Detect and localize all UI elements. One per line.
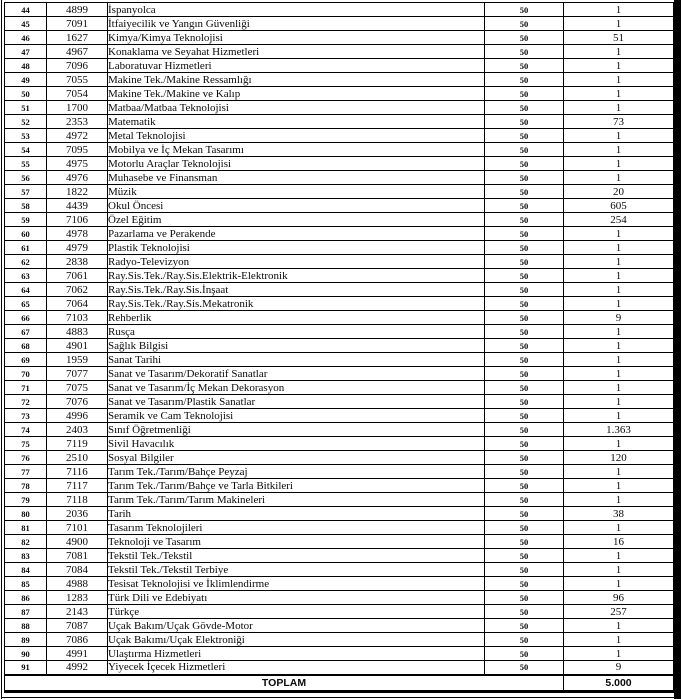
next-row-partial-border [1, 697, 674, 698]
row-number-cell: 53 [5, 129, 47, 143]
quota-cell: 50 [485, 465, 564, 479]
branch-name-cell: Tasarım Teknolojileri [108, 521, 485, 535]
table-row [5, 521, 674, 535]
branch-name-cell: Makine Tek./Makine Ressamlığı [108, 73, 485, 87]
branch-code-cell: 7091 [47, 17, 108, 31]
branch-code-cell: 2353 [47, 115, 108, 129]
branch-code-cell: 4967 [47, 45, 108, 59]
count-cell: 73 [564, 115, 674, 129]
branch-code-cell: 7087 [47, 619, 108, 633]
quota-cell: 50 [485, 381, 564, 395]
table-row [5, 661, 674, 675]
count-cell: 1 [564, 479, 674, 493]
branch-code-cell: 2510 [47, 451, 108, 465]
branch-code-cell: 4976 [47, 171, 108, 185]
row-number-cell: 51 [5, 101, 47, 115]
row-number-cell: 66 [5, 311, 47, 325]
branch-name-cell: Sanat ve Tasarım/Dekoratif Sanatlar [108, 367, 485, 381]
branch-code-cell: 2838 [47, 255, 108, 269]
quota-cell: 50 [485, 633, 564, 647]
table-row [5, 339, 674, 353]
branch-code-cell: 7119 [47, 437, 108, 451]
branch-code-cell: 7064 [47, 297, 108, 311]
branch-code-cell: 7054 [47, 87, 108, 101]
row-number-cell: 47 [5, 45, 47, 59]
table-row [5, 633, 674, 647]
row-number-cell: 62 [5, 255, 47, 269]
table-row [5, 143, 674, 157]
row-number-cell: 89 [5, 633, 47, 647]
count-cell: 1 [564, 563, 674, 577]
table-row [5, 73, 674, 87]
row-number-cell: 50 [5, 87, 47, 101]
branch-name-cell: Sosyal Bilgiler [108, 451, 485, 465]
branch-name-cell: Okul Öncesi [108, 199, 485, 213]
row-number-cell: 90 [5, 647, 47, 661]
row-number-cell: 74 [5, 423, 47, 437]
quota-cell: 50 [485, 619, 564, 633]
table-row [5, 381, 674, 395]
row-number-cell: 57 [5, 185, 47, 199]
count-cell: 1 [564, 143, 674, 157]
count-cell: 1 [564, 381, 674, 395]
table-row [5, 283, 674, 297]
quota-cell: 50 [485, 647, 564, 661]
branch-code-cell: 1283 [47, 591, 108, 605]
branch-name-cell: Türkçe [108, 605, 485, 619]
quota-cell: 50 [485, 353, 564, 367]
table-row [5, 297, 674, 311]
quota-cell: 50 [485, 521, 564, 535]
quota-cell: 50 [485, 45, 564, 59]
table-row [5, 269, 674, 283]
quota-cell: 50 [485, 143, 564, 157]
count-cell: 1 [564, 549, 674, 563]
branch-name-cell: Rusça [108, 325, 485, 339]
table-row [5, 227, 674, 241]
quota-cell: 50 [485, 591, 564, 605]
row-number-cell: 73 [5, 409, 47, 423]
quota-cell: 50 [485, 283, 564, 297]
row-number-cell: 46 [5, 31, 47, 45]
table-row [5, 101, 674, 115]
branch-name-cell: Tekstil Tek./Tekstil Terbiye [108, 563, 485, 577]
row-number-cell: 87 [5, 605, 47, 619]
branch-name-cell: Metal Teknolojisi [108, 129, 485, 143]
row-number-cell: 61 [5, 241, 47, 255]
row-number-cell: 82 [5, 535, 47, 549]
count-cell: 9 [564, 661, 674, 675]
count-cell: 1 [564, 129, 674, 143]
quota-cell: 50 [485, 367, 564, 381]
branch-code-cell: 4972 [47, 129, 108, 143]
table-row [5, 3, 674, 17]
branch-name-cell: Muhasebe ve Finansman [108, 171, 485, 185]
scan-edge-band [674, 0, 681, 699]
table-row [5, 325, 674, 339]
count-cell: 120 [564, 451, 674, 465]
row-number-cell: 83 [5, 549, 47, 563]
table-row [5, 577, 674, 591]
row-number-cell: 54 [5, 143, 47, 157]
branch-code-cell: 7076 [47, 395, 108, 409]
quota-cell: 50 [485, 577, 564, 591]
branch-code-cell: 2036 [47, 507, 108, 521]
branch-code-cell: 4439 [47, 199, 108, 213]
table-row [5, 409, 674, 423]
branch-name-cell: Tesisat Teknolojisi ve İklimlendirme [108, 577, 485, 591]
count-cell: 1 [564, 283, 674, 297]
quota-cell: 50 [485, 185, 564, 199]
quota-cell: 50 [485, 101, 564, 115]
branch-quota-table [4, 2, 674, 693]
total-value-cell: 5.000 [564, 675, 674, 692]
branch-name-cell: Pazarlama ve Perakende [108, 227, 485, 241]
count-cell: 1 [564, 17, 674, 31]
count-cell: 1 [564, 409, 674, 423]
branch-code-cell: 7077 [47, 367, 108, 381]
row-number-cell: 70 [5, 367, 47, 381]
table-row [5, 311, 674, 325]
total-row [5, 675, 674, 692]
count-cell: 51 [564, 31, 674, 45]
quota-cell: 50 [485, 3, 564, 17]
count-cell: 1 [564, 241, 674, 255]
branch-name-cell: Ulaştırma Hizmetleri [108, 647, 485, 661]
branch-name-cell: Seramik ve Cam Teknolojisi [108, 409, 485, 423]
table-row [5, 535, 674, 549]
row-number-cell: 80 [5, 507, 47, 521]
table-row [5, 647, 674, 661]
table-row [5, 199, 674, 213]
table-row [5, 171, 674, 185]
count-cell: 96 [564, 591, 674, 605]
branch-code-cell: 7096 [47, 59, 108, 73]
quota-cell: 50 [485, 563, 564, 577]
quota-cell: 50 [485, 59, 564, 73]
branch-name-cell: Tarım Tek./Tarım/Bahçe Peyzaj [108, 465, 485, 479]
branch-name-cell: Radyo-Televizyon [108, 255, 485, 269]
branch-name-cell: Makine Tek./Makine ve Kalıp [108, 87, 485, 101]
branch-code-cell: 4899 [47, 3, 108, 17]
count-cell: 9 [564, 311, 674, 325]
branch-name-cell: Ray.Sis.Tek./Ray.Sis.İnşaat [108, 283, 485, 297]
count-cell: 1 [564, 101, 674, 115]
branch-name-cell: Sınıf Öğretmenliği [108, 423, 485, 437]
count-cell: 1 [564, 353, 674, 367]
row-number-cell: 67 [5, 325, 47, 339]
table-row [5, 605, 674, 619]
count-cell: 1 [564, 3, 674, 17]
count-cell: 1 [564, 297, 674, 311]
row-number-cell: 81 [5, 521, 47, 535]
row-number-cell: 86 [5, 591, 47, 605]
quota-cell: 50 [485, 507, 564, 521]
branch-code-cell: 7055 [47, 73, 108, 87]
branch-name-cell: Tarih [108, 507, 485, 521]
count-cell: 1 [564, 73, 674, 87]
table-row [5, 129, 674, 143]
branch-name-cell: Kimya/Kimya Teknolojisi [108, 31, 485, 45]
table-row [5, 493, 674, 507]
quota-cell: 50 [485, 213, 564, 227]
branch-name-cell: Rehberlik [108, 311, 485, 325]
row-number-cell: 44 [5, 3, 47, 17]
branch-code-cell: 1959 [47, 353, 108, 367]
branch-code-cell: 7095 [47, 143, 108, 157]
branch-code-cell: 4883 [47, 325, 108, 339]
table-row [5, 479, 674, 493]
branch-code-cell: 1700 [47, 101, 108, 115]
count-cell: 1.363 [564, 423, 674, 437]
count-cell: 1 [564, 269, 674, 283]
quota-cell: 50 [485, 17, 564, 31]
quota-cell: 50 [485, 87, 564, 101]
table-row [5, 213, 674, 227]
branch-name-cell: Özel Eğitim [108, 213, 485, 227]
quota-cell: 50 [485, 73, 564, 87]
row-number-cell: 65 [5, 297, 47, 311]
row-number-cell: 91 [5, 661, 47, 675]
count-cell: 16 [564, 535, 674, 549]
branch-code-cell: 4901 [47, 339, 108, 353]
table-row [5, 157, 674, 171]
row-number-cell: 88 [5, 619, 47, 633]
branch-code-cell: 4996 [47, 409, 108, 423]
quota-cell: 50 [485, 241, 564, 255]
quota-cell: 50 [485, 325, 564, 339]
quota-cell: 50 [485, 605, 564, 619]
branch-name-cell: Motorlu Araçlar Teknolojisi [108, 157, 485, 171]
branch-name-cell: Teknoloji ve Tasarım [108, 535, 485, 549]
quota-cell: 50 [485, 479, 564, 493]
table-row [5, 591, 674, 605]
branch-name-cell: Sivil Havacılık [108, 437, 485, 451]
branch-code-cell: 2403 [47, 423, 108, 437]
quota-cell: 50 [485, 395, 564, 409]
count-cell: 1 [564, 577, 674, 591]
quota-cell: 50 [485, 171, 564, 185]
row-number-cell: 72 [5, 395, 47, 409]
quota-cell: 50 [485, 255, 564, 269]
quota-cell: 50 [485, 297, 564, 311]
table-row [5, 465, 674, 479]
count-cell: 1 [564, 437, 674, 451]
count-cell: 1 [564, 59, 674, 73]
quota-cell: 50 [485, 199, 564, 213]
table-row [5, 395, 674, 409]
row-number-cell: 77 [5, 465, 47, 479]
count-cell: 38 [564, 507, 674, 521]
branch-code-cell: 4988 [47, 577, 108, 591]
branch-code-cell: 1627 [47, 31, 108, 45]
quota-cell: 50 [485, 661, 564, 675]
branch-name-cell: Uçak Bakımı/Uçak Elektroniği [108, 633, 485, 647]
branch-name-cell: Tarım Tek./Tarım/Tarım Makineleri [108, 493, 485, 507]
branch-code-cell: 4992 [47, 661, 108, 675]
branch-code-cell: 4979 [47, 241, 108, 255]
branch-name-cell: Ray.Sis.Tek./Ray.Sis.Mekatronik [108, 297, 485, 311]
table-row [5, 31, 674, 45]
row-number-cell: 79 [5, 493, 47, 507]
count-cell: 1 [564, 395, 674, 409]
count-cell: 1 [564, 465, 674, 479]
branch-code-cell: 7117 [47, 479, 108, 493]
branch-name-cell: Matematik [108, 115, 485, 129]
row-number-cell: 69 [5, 353, 47, 367]
quota-cell: 50 [485, 157, 564, 171]
branch-code-cell: 4900 [47, 535, 108, 549]
count-cell: 1 [564, 157, 674, 171]
table-row [5, 45, 674, 59]
branch-name-cell: Sanat ve Tasarım/İç Mekan Dekorasyon [108, 381, 485, 395]
branch-name-cell: Matbaa/Matbaa Teknolojisi [108, 101, 485, 115]
count-cell: 1 [564, 87, 674, 101]
quota-cell: 50 [485, 437, 564, 451]
table-row [5, 185, 674, 199]
row-number-cell: 68 [5, 339, 47, 353]
row-number-cell: 56 [5, 171, 47, 185]
count-cell: 1 [564, 647, 674, 661]
branch-code-cell: 7084 [47, 563, 108, 577]
branch-name-cell: Müzik [108, 185, 485, 199]
quota-cell: 50 [485, 269, 564, 283]
branch-name-cell: Plastik Teknolojisi [108, 241, 485, 255]
quota-cell: 50 [485, 549, 564, 563]
quota-cell: 50 [485, 115, 564, 129]
table-row [5, 563, 674, 577]
row-number-cell: 75 [5, 437, 47, 451]
branch-code-cell: 7075 [47, 381, 108, 395]
branch-name-cell: Sanat Tarihi [108, 353, 485, 367]
table-outer-left-border [1, 0, 2, 699]
branch-code-cell: 7062 [47, 283, 108, 297]
row-number-cell: 85 [5, 577, 47, 591]
branch-name-cell: Tekstil Tek./Tekstil [108, 549, 485, 563]
branch-code-cell: 7061 [47, 269, 108, 283]
branch-name-cell: Uçak Bakım/Uçak Gövde-Motor [108, 619, 485, 633]
row-number-cell: 45 [5, 17, 47, 31]
quota-cell: 50 [485, 311, 564, 325]
branch-name-cell: Yiyecek İçecek Hizmetleri [108, 661, 485, 675]
table-row [5, 255, 674, 269]
branch-name-cell: Sağlık Bilgisi [108, 339, 485, 353]
branch-code-cell: 7081 [47, 549, 108, 563]
count-cell: 605 [564, 199, 674, 213]
branch-code-cell: 7103 [47, 311, 108, 325]
row-number-cell: 63 [5, 269, 47, 283]
row-number-cell: 71 [5, 381, 47, 395]
count-cell: 20 [564, 185, 674, 199]
quota-cell: 50 [485, 535, 564, 549]
row-number-cell: 76 [5, 451, 47, 465]
table-row [5, 437, 674, 451]
count-cell: 1 [564, 521, 674, 535]
quota-cell: 50 [485, 227, 564, 241]
table-row [5, 619, 674, 633]
count-cell: 1 [564, 325, 674, 339]
table-row [5, 115, 674, 129]
row-number-cell: 55 [5, 157, 47, 171]
row-number-cell: 59 [5, 213, 47, 227]
table-row [5, 17, 674, 31]
quota-cell: 50 [485, 409, 564, 423]
count-cell: 1 [564, 339, 674, 353]
branch-name-cell: İtfaiyecilik ve Yangın Güvenliği [108, 17, 485, 31]
quota-cell: 50 [485, 339, 564, 353]
table-row [5, 87, 674, 101]
table-row [5, 549, 674, 563]
row-number-cell: 84 [5, 563, 47, 577]
branch-code-cell: 7101 [47, 521, 108, 535]
table-body [5, 3, 674, 675]
row-number-cell: 64 [5, 283, 47, 297]
branch-name-cell: Konaklama ve Seyahat Hizmetleri [108, 45, 485, 59]
row-number-cell: 58 [5, 199, 47, 213]
count-cell: 254 [564, 213, 674, 227]
count-cell: 1 [564, 493, 674, 507]
quota-cell: 50 [485, 129, 564, 143]
row-number-cell: 60 [5, 227, 47, 241]
branch-name-cell: Tarım Tek./Tarım/Bahçe ve Tarla Bitkileri [108, 479, 485, 493]
branch-name-cell: Ray.Sis.Tek./Ray.Sis.Elektrik-Elektronik [108, 269, 485, 283]
count-cell: 1 [564, 619, 674, 633]
table-row [5, 451, 674, 465]
table-row [5, 353, 674, 367]
table-row [5, 367, 674, 381]
branch-name-cell: Laboratuvar Hizmetleri [108, 59, 485, 73]
branch-name-cell: Türk Dili ve Edebiyatı [108, 591, 485, 605]
quota-cell: 50 [485, 451, 564, 465]
quota-cell: 50 [485, 423, 564, 437]
branch-name-cell: Mobilya ve İç Mekan Tasarımı [108, 143, 485, 157]
branch-name-cell: Sanat ve Tasarım/Plastik Sanatlar [108, 395, 485, 409]
table-row [5, 507, 674, 521]
total-label-cell: TOPLAM [5, 675, 564, 692]
quota-cell: 50 [485, 31, 564, 45]
branch-code-cell: 1822 [47, 185, 108, 199]
table-row [5, 59, 674, 73]
row-number-cell: 48 [5, 59, 47, 73]
branch-name-cell: İspanyolca [108, 3, 485, 17]
row-number-cell: 78 [5, 479, 47, 493]
count-cell: 1 [564, 227, 674, 241]
row-number-cell: 52 [5, 115, 47, 129]
count-cell: 257 [564, 605, 674, 619]
table-row [5, 423, 674, 437]
table-row [5, 241, 674, 255]
count-cell: 1 [564, 367, 674, 381]
branch-code-cell: 4991 [47, 647, 108, 661]
count-cell: 1 [564, 633, 674, 647]
branch-code-cell: 7116 [47, 465, 108, 479]
branch-code-cell: 4975 [47, 157, 108, 171]
branch-code-cell: 4978 [47, 227, 108, 241]
branch-code-cell: 7118 [47, 493, 108, 507]
count-cell: 1 [564, 45, 674, 59]
row-number-cell: 49 [5, 73, 47, 87]
branch-code-cell: 7086 [47, 633, 108, 647]
branch-code-cell: 7106 [47, 213, 108, 227]
branch-code-cell: 2143 [47, 605, 108, 619]
quota-cell: 50 [485, 493, 564, 507]
count-cell: 1 [564, 171, 674, 185]
count-cell: 1 [564, 255, 674, 269]
